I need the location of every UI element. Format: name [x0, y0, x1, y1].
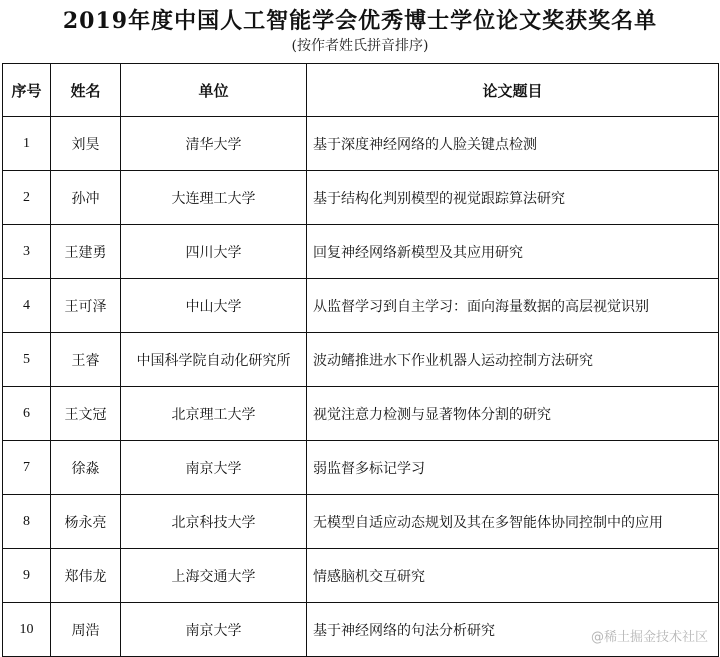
cell-unit: 中山大学	[121, 279, 307, 333]
table-row	[3, 117, 719, 171]
award-table	[2, 63, 719, 657]
table-row	[3, 225, 719, 279]
cell-seq: 4	[3, 279, 51, 333]
table-row	[3, 333, 719, 387]
cell-seq: 6	[3, 387, 51, 441]
cell-seq: 3	[3, 225, 51, 279]
cell-title: 视觉注意力检测与显著物体分割的研究	[307, 387, 719, 441]
cell-unit: 南京大学	[121, 603, 307, 657]
cell-seq: 1	[3, 117, 51, 171]
cell-seq: 7	[3, 441, 51, 495]
cell-unit: 中国科学院自动化研究所	[121, 333, 307, 387]
cell-title: 从监督学习到自主学习：面向海量数据的高层视觉识别	[307, 279, 719, 333]
column-header-unit: 单位	[121, 64, 307, 117]
cell-title: 基于神经网络的句法分析研究	[307, 603, 719, 657]
cell-name: 王可泽	[51, 279, 121, 333]
cell-title: 无模型自适应动态规划及其在多智能体协同控制中的应用	[307, 495, 719, 549]
cell-name: 王文冠	[51, 387, 121, 441]
page-header	[0, 0, 720, 62]
cell-title: 情感脑机交互研究	[307, 549, 719, 603]
cell-unit: 南京大学	[121, 441, 307, 495]
cell-name: 徐淼	[51, 441, 121, 495]
cell-unit: 大连理工大学	[121, 171, 307, 225]
cell-seq: 9	[3, 549, 51, 603]
cell-name: 刘昊	[51, 117, 121, 171]
cell-seq: 5	[3, 333, 51, 387]
cell-unit: 上海交通大学	[121, 549, 307, 603]
table-row	[3, 495, 719, 549]
cell-name: 孙冲	[51, 171, 121, 225]
table-row	[3, 387, 719, 441]
cell-unit: 清华大学	[121, 117, 307, 171]
table-row	[3, 441, 719, 495]
table-row	[3, 549, 719, 603]
table-row	[3, 171, 719, 225]
cell-seq: 2	[3, 171, 51, 225]
column-header-name: 姓名	[51, 64, 121, 117]
cell-name: 王睿	[51, 333, 121, 387]
table-header-row	[3, 64, 719, 117]
page-title: 2019年度中国人工智能学会优秀博士学位论文奖获奖名单	[62, 8, 658, 34]
cell-title: 基于结构化判别模型的视觉跟踪算法研究	[307, 171, 719, 225]
cell-name: 周浩	[51, 603, 121, 657]
page-subtitle: (按作者姓氏拼音排序)	[291, 38, 429, 54]
column-header-title: 论文题目	[307, 64, 719, 117]
column-header-seq: 序号	[3, 64, 51, 117]
cell-seq: 10	[3, 603, 51, 657]
cell-unit: 北京理工大学	[121, 387, 307, 441]
cell-title: 回复神经网络新模型及其应用研究	[307, 225, 719, 279]
watermark: @稀土掘金技术社区	[590, 630, 708, 645]
cell-title: 弱监督多标记学习	[307, 441, 719, 495]
cell-unit: 北京科技大学	[121, 495, 307, 549]
cell-seq: 8	[3, 495, 51, 549]
cell-name: 郑伟龙	[51, 549, 121, 603]
cell-title: 基于深度神经网络的人脸关键点检测	[307, 117, 719, 171]
cell-name: 王建勇	[51, 225, 121, 279]
cell-unit: 四川大学	[121, 225, 307, 279]
table-row	[3, 279, 719, 333]
cell-title: 波动鳍推进水下作业机器人运动控制方法研究	[307, 333, 719, 387]
cell-name: 杨永亮	[51, 495, 121, 549]
